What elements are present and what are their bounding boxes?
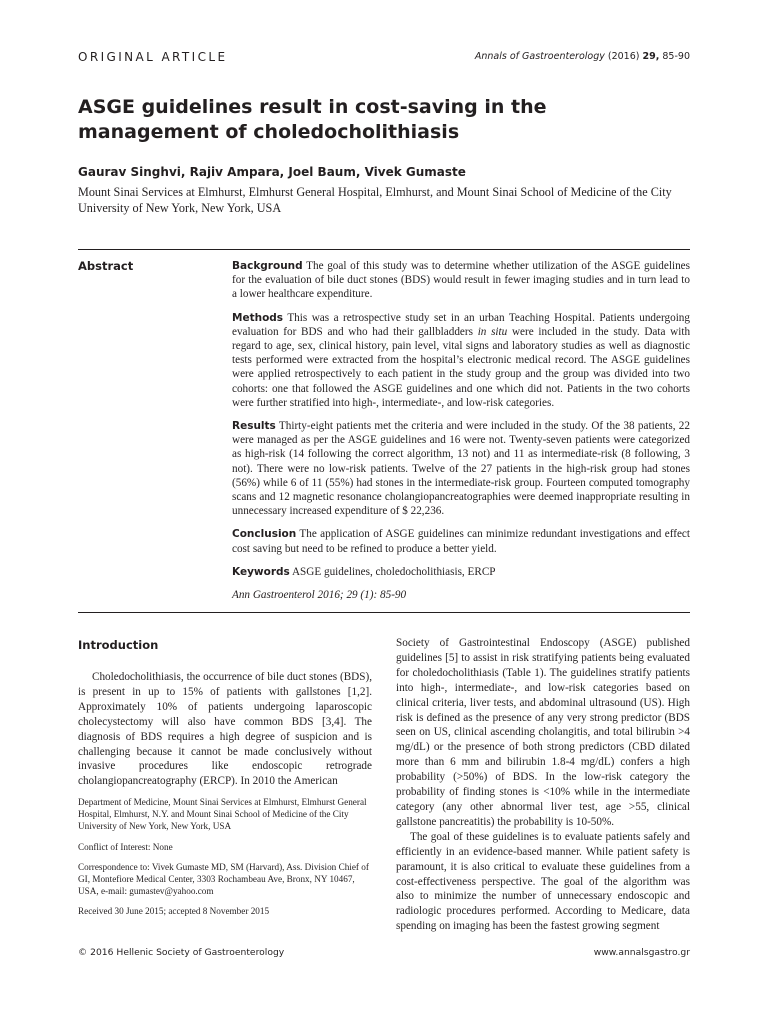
keywords-label: Keywords: [232, 565, 290, 578]
article-title: ASGE guidelines result in cost-saving in the management of choledocholithiasis: [78, 96, 547, 143]
abstract-conclusion: [232, 527, 690, 555]
introduction-right-column: [396, 636, 690, 934]
conclusion-label: Conclusion: [232, 528, 297, 541]
intro-paragraph-2: Society of Gastrointestinal Endoscopy (ASGE) published guidelines [5] to assist in risk stratifying patients being evaluated for choledocholithiasis (Table 1). The guidelines stratify patients into high-, intermediate-, and low-risk categories based on clinical criteria, liver tests, and abdominal ultrasound (US). High risk is defined as the presence of any very strong predictor (BDS seen on US, clinical ascending cholangitis, and total bilirubin >4 mg/dL) or the presence of both strong predictors (CBD dilated more than 6 mm and bilirubin 1.8-4 mg/dL) confers a high probability (>50%) of BDS. In the low-risk category the probability of finding stones is <10% while in the intermediate category (any other abnormal liver test, age >55, clinical gallstone pancreatitis) the probability is 10-50%.: [396, 637, 690, 828]
journal-pages: 85-90: [662, 51, 690, 62]
abstract-keywords: [232, 565, 690, 579]
website-footer: www.annalsgastro.gr: [593, 947, 690, 958]
abstract-citation: Ann Gastroenterol 2016; 29 (1): 85-90: [232, 589, 407, 602]
author-affiliation: Mount Sinai Services at Elmhurst, Elmhurst General Hospital, Elmhurst, and Mount Sinai School of Medicine of the City University of New York, New York, USA: [78, 185, 672, 215]
keywords-text: ASGE guidelines, choledocholithiasis, ERCP: [291, 565, 496, 578]
abstract-methods: [232, 311, 690, 410]
journal-reference: [475, 51, 690, 62]
abstract-results: [232, 419, 690, 518]
correspondence-note: Correspondence to: Vivek Gumaste MD, SM (Harvard), Ass. Division Chief of GI, Montefiore Medical Center, 3303 Rochambeau Ave, Bronx, NY 10467, USA, e-mail: gumastev@yahoo.com: [78, 861, 369, 897]
abstract-label: Abstract: [78, 259, 134, 273]
results-label: Results: [232, 420, 276, 433]
abstract-body: [232, 259, 690, 611]
abstract-background: [232, 259, 690, 302]
department-note: Department of Medicine, Mount Sinai Services at Elmhurst, Elmhurst General Hospital, Elmhurst, N.Y. and Mount Sinai School of Medicine of the City University of New York, New York, USA: [78, 797, 367, 832]
introduction-heading: Introduction: [78, 638, 159, 652]
received-note: Received 30 June 2015; accepted 8 November 2015: [78, 906, 270, 917]
journal-name: Annals of Gastroenterology: [474, 51, 605, 62]
intro-paragraph-1: Choledocholithiasis, the occurrence of bile duct stones (BDS), is present in up to 15% of patients with gallstones [1,2]. Approximately 10% of patients undergoing laparoscopic cholecystectomy will also have common BDS [3,4]. The diagnosis of BDS requires a high degree of suspicion and is challenging because it cannot be made conclusively without invasive procedures like endoscopic retrograde cholangiopancreatography (ERCP). In 2010 the American: [78, 671, 372, 788]
introduction-left-column: [78, 670, 372, 789]
abstract-bottom-rule: [78, 612, 690, 613]
section-label: ORIGINAL ARTICLE: [78, 50, 228, 64]
methods-label: Methods: [232, 311, 284, 324]
abstract-top-rule: [78, 249, 690, 250]
background-label: Background: [232, 260, 303, 272]
background-text: The goal of this study was to determine whether utilization of the ASGE guidelines for the evaluation of bile duct stones (BDS) would result in fewer imaging studies and in turn lead to a lower healthcare expenditure.: [232, 260, 690, 301]
journal-volume: 29,: [642, 51, 660, 62]
intro-paragraph-3: The goal of these guidelines is to evaluate patients safely and efficiently in an evidence-based manner. While patient safety is paramount, it is also critical to evaluate these guidelines from a cost-effectiveness perspective. The goal of the algorithm was also to minimize the number of unnecessary endoscopic and radiologic procedures performed. According to Medicare, data spending on imaging has been the fastest growing segment: [396, 830, 690, 933]
results-text: Thirty-eight patients met the criteria and were included in the study. Of the 38 patients, 22 were managed as per the ASGE guidelines and 16 were not. Twenty-seven patients were categorized as high-risk (14 following the correct algorithm, 13 not) and 11 as intermediate-risk (8 following, 3 not). There were no low-risk patients. Twelve of the 27 patients in the high-risk group had stones (56%) while 6 of 11 (55%) had stones in the intermediate-risk group. Fourteen computed tomography scans and 12 magnetic resonance cholangiopancreatographies were deemed inappropriate resulting in unnecessary increased expenditure of $ 22,236.: [232, 420, 690, 518]
methods-text-2: were included in the study. Data with regard to age, sex, clinical history, pain level, vital signs and laboratory studies as well as diagnostic tests performed were extracted from the hospital’s electronic medical record. The ASGE guidelines were applied retrospectively to each patient in the study group and the group was divided into two cohorts: one that followed the ASGE guidelines and one which did not. Patients in the two cohorts were further stratified into high-, intermediate-, and low-risk categories.: [232, 325, 691, 409]
article-notes: [78, 796, 370, 926]
conflict-note: Conflict of Interest: None: [78, 841, 173, 852]
methods-in-situ: in situ: [477, 325, 508, 338]
copyright-footer: © 2016 Hellenic Society of Gastroenterology: [78, 947, 285, 958]
methods-text-1: This was a retrospective study set in an urban Teaching Hospital. Patients undergoing evaluation for BDS and who had their gallbladders: [232, 311, 690, 338]
journal-year: (2016): [607, 51, 640, 62]
author-list: Gaurav Singhvi, Rajiv Ampara, Joel Baum, Vivek Gumaste: [78, 165, 466, 179]
conclusion-text: The application of ASGE guidelines can minimize redundant investigations and effect cost saving but need to be refined to produce a better yield.: [232, 528, 690, 555]
